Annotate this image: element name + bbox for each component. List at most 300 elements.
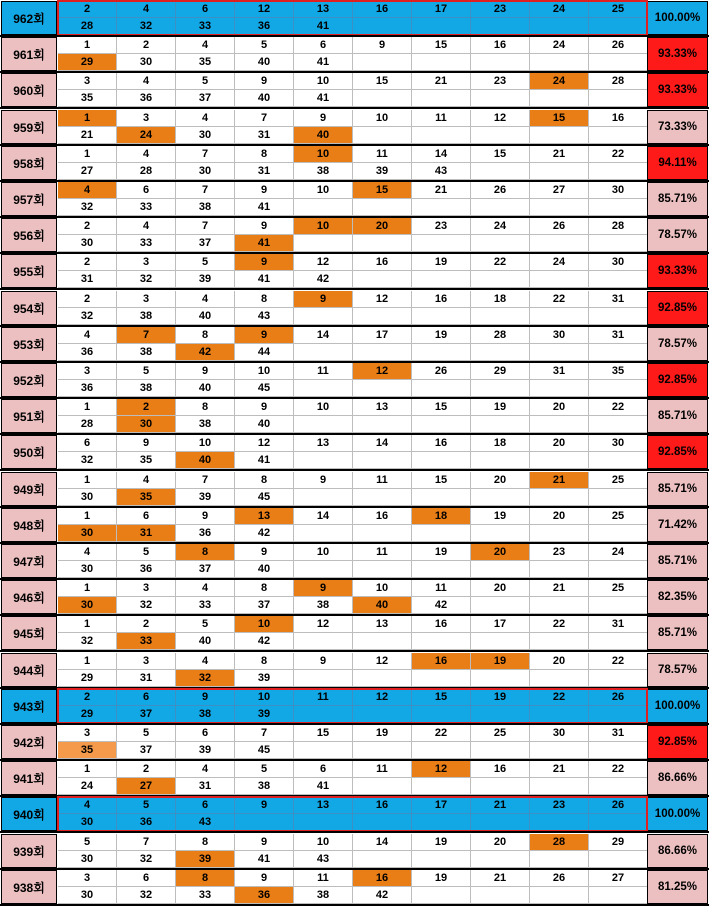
number-cell: 20 <box>530 508 589 525</box>
empty-cell <box>530 489 589 506</box>
empty-cell <box>294 199 353 216</box>
draw-number-label: 954회 <box>1 291 57 325</box>
number-cell: 3 <box>117 291 176 308</box>
draw-row <box>0 253 709 288</box>
number-cell: 20 <box>471 472 530 489</box>
number-cell: 41 <box>235 851 294 868</box>
empty-cell <box>412 308 471 325</box>
number-cell: 42 <box>412 597 471 614</box>
number-cell: 28 <box>117 163 176 180</box>
number-cell: 16 <box>353 1 412 18</box>
empty-cell <box>471 344 530 361</box>
number-cell: 3 <box>58 363 117 380</box>
empty-cell <box>530 778 589 795</box>
number-grid <box>58 870 647 904</box>
number-cell: 11 <box>353 472 412 489</box>
empty-cell <box>412 235 471 252</box>
number-cell: 10 <box>353 110 412 127</box>
draw-row <box>0 398 709 433</box>
number-cell: 32 <box>58 308 117 325</box>
empty-cell <box>294 706 353 723</box>
number-cell: 40 <box>235 90 294 107</box>
number-cell: 4 <box>176 37 235 54</box>
draw-number-label: 944회 <box>1 653 57 687</box>
number-cell: 2 <box>58 1 117 18</box>
empty-cell <box>353 127 412 144</box>
empty-cell <box>294 561 353 578</box>
number-cell: 41 <box>235 271 294 288</box>
number-cell: 41 <box>294 778 353 795</box>
number-cell: 29 <box>471 363 530 380</box>
number-cell: 19 <box>412 834 471 851</box>
number-cell: 38 <box>294 163 353 180</box>
number-cell: 39 <box>176 851 235 868</box>
number-cell: 6 <box>58 435 117 452</box>
number-cell: 24 <box>117 127 176 144</box>
number-cell: 8 <box>176 834 235 851</box>
number-cell: 9 <box>176 689 235 706</box>
empty-cell <box>471 742 530 759</box>
number-cell: 38 <box>294 887 353 904</box>
number-cell: 28 <box>589 218 648 235</box>
empty-cell <box>412 416 471 433</box>
number-cell: 7 <box>117 327 176 344</box>
number-cell: 32 <box>117 851 176 868</box>
empty-cell <box>294 670 353 687</box>
number-cell: 1 <box>58 761 117 778</box>
draw-row <box>0 724 709 759</box>
number-cell: 6 <box>117 182 176 199</box>
number-cell: 40 <box>294 127 353 144</box>
draw-row <box>0 615 709 650</box>
empty-cell <box>530 742 589 759</box>
number-cell: 39 <box>176 489 235 506</box>
number-cell: 4 <box>117 218 176 235</box>
number-cell: 16 <box>589 110 648 127</box>
empty-cell <box>412 127 471 144</box>
number-grid <box>58 254 647 288</box>
number-cell: 30 <box>530 327 589 344</box>
number-cell: 5 <box>117 544 176 561</box>
number-cell: 3 <box>58 725 117 742</box>
number-cell: 45 <box>235 742 294 759</box>
number-cell: 3 <box>58 73 117 90</box>
number-cell: 21 <box>471 870 530 887</box>
number-grid <box>58 508 647 542</box>
empty-cell <box>589 525 648 542</box>
number-cell: 1 <box>58 399 117 416</box>
number-grid <box>58 291 647 325</box>
number-cell: 4 <box>176 110 235 127</box>
empty-cell <box>471 308 530 325</box>
number-cell: 6 <box>117 689 176 706</box>
empty-cell <box>294 814 353 831</box>
number-cell: 25 <box>589 1 648 18</box>
number-cell: 22 <box>589 761 648 778</box>
empty-cell <box>530 851 589 868</box>
empty-cell <box>530 380 589 397</box>
number-cell: 28 <box>471 327 530 344</box>
empty-cell <box>353 308 412 325</box>
number-cell: 1 <box>58 616 117 633</box>
number-cell: 27 <box>58 163 117 180</box>
number-cell: 29 <box>58 706 117 723</box>
number-grid <box>58 218 647 252</box>
empty-cell <box>294 742 353 759</box>
empty-cell <box>471 127 530 144</box>
number-cell: 7 <box>176 218 235 235</box>
number-cell: 44 <box>235 344 294 361</box>
number-grid <box>58 761 647 795</box>
empty-cell <box>471 416 530 433</box>
empty-cell <box>294 235 353 252</box>
number-cell: 19 <box>471 689 530 706</box>
empty-cell <box>471 90 530 107</box>
number-cell: 8 <box>176 544 235 561</box>
draw-number-label: 956회 <box>1 218 57 252</box>
number-cell: 5 <box>117 363 176 380</box>
number-cell: 27 <box>589 870 648 887</box>
empty-cell <box>353 380 412 397</box>
number-cell: 12 <box>294 254 353 271</box>
empty-cell <box>412 742 471 759</box>
number-cell: 9 <box>235 182 294 199</box>
match-percentage: 78.57% <box>647 653 708 687</box>
number-cell: 31 <box>176 778 235 795</box>
number-cell: 10 <box>235 363 294 380</box>
number-cell: 12 <box>235 435 294 452</box>
match-percentage: 93.33% <box>647 37 708 71</box>
number-cell: 10 <box>176 435 235 452</box>
number-cell: 3 <box>117 580 176 597</box>
draw-row <box>0 833 709 868</box>
empty-cell <box>589 344 648 361</box>
empty-cell <box>353 90 412 107</box>
number-cell: 29 <box>58 54 117 71</box>
number-cell: 38 <box>235 778 294 795</box>
number-cell: 7 <box>117 834 176 851</box>
match-percentage: 78.57% <box>647 327 708 361</box>
number-cell: 21 <box>412 182 471 199</box>
draw-number-label: 958회 <box>1 146 57 180</box>
match-percentage: 85.71% <box>647 472 708 506</box>
number-cell: 32 <box>117 887 176 904</box>
number-cell: 17 <box>412 797 471 814</box>
number-grid <box>58 725 647 759</box>
match-percentage: 85.71% <box>647 544 708 578</box>
number-cell: 40 <box>176 380 235 397</box>
number-cell: 29 <box>589 834 648 851</box>
draw-number-label: 959회 <box>1 110 57 144</box>
number-cell: 8 <box>176 870 235 887</box>
number-cell: 14 <box>294 327 353 344</box>
number-cell: 10 <box>294 218 353 235</box>
number-cell: 2 <box>117 761 176 778</box>
number-cell: 43 <box>235 308 294 325</box>
empty-cell <box>589 380 648 397</box>
number-cell: 11 <box>412 580 471 597</box>
number-cell: 35 <box>58 742 117 759</box>
empty-cell <box>471 380 530 397</box>
number-cell: 1 <box>58 580 117 597</box>
number-cell: 36 <box>58 344 117 361</box>
number-cell: 32 <box>117 597 176 614</box>
number-cell: 21 <box>530 472 589 489</box>
empty-cell <box>412 887 471 904</box>
number-grid <box>58 73 647 107</box>
number-grid <box>58 110 647 144</box>
draw-row <box>0 109 709 144</box>
number-cell: 9 <box>235 399 294 416</box>
number-grid <box>58 182 647 216</box>
empty-cell <box>353 344 412 361</box>
draw-row <box>0 869 709 904</box>
number-cell: 22 <box>589 399 648 416</box>
number-cell: 15 <box>412 37 471 54</box>
number-cell: 26 <box>412 363 471 380</box>
draw-number-label: 950회 <box>1 435 57 469</box>
number-cell: 2 <box>58 291 117 308</box>
number-cell: 4 <box>117 1 176 18</box>
number-cell: 21 <box>412 73 471 90</box>
number-cell: 26 <box>530 218 589 235</box>
number-cell: 39 <box>176 271 235 288</box>
number-cell: 9 <box>235 870 294 887</box>
number-cell: 19 <box>412 544 471 561</box>
empty-cell <box>471 525 530 542</box>
number-cell: 32 <box>117 18 176 35</box>
number-cell: 8 <box>235 653 294 670</box>
number-cell: 31 <box>58 271 117 288</box>
number-cell: 19 <box>353 725 412 742</box>
draw-row <box>0 434 709 469</box>
number-cell: 33 <box>117 235 176 252</box>
number-cell: 26 <box>471 182 530 199</box>
number-cell: 12 <box>353 291 412 308</box>
number-cell: 25 <box>471 725 530 742</box>
number-cell: 36 <box>117 814 176 831</box>
empty-cell <box>471 597 530 614</box>
number-cell: 11 <box>294 870 353 887</box>
number-cell: 31 <box>589 616 648 633</box>
empty-cell <box>589 235 648 252</box>
number-cell: 16 <box>353 870 412 887</box>
number-cell: 19 <box>471 399 530 416</box>
number-cell: 1 <box>58 110 117 127</box>
number-cell: 30 <box>58 597 117 614</box>
empty-cell <box>530 90 589 107</box>
number-cell: 21 <box>530 146 589 163</box>
number-cell: 32 <box>58 452 117 469</box>
number-cell: 6 <box>176 725 235 742</box>
number-cell: 14 <box>294 508 353 525</box>
number-cell: 1 <box>58 472 117 489</box>
number-cell: 41 <box>235 235 294 252</box>
empty-cell <box>353 706 412 723</box>
empty-cell <box>353 489 412 506</box>
number-cell: 22 <box>412 725 471 742</box>
number-cell: 6 <box>117 508 176 525</box>
number-cell: 17 <box>471 616 530 633</box>
number-cell: 42 <box>353 887 412 904</box>
empty-cell <box>412 778 471 795</box>
empty-cell <box>412 525 471 542</box>
number-cell: 30 <box>176 127 235 144</box>
number-cell: 4 <box>117 73 176 90</box>
number-cell: 38 <box>176 416 235 433</box>
empty-cell <box>353 778 412 795</box>
match-percentage: 85.71% <box>647 616 708 650</box>
empty-cell <box>589 199 648 216</box>
empty-cell <box>530 452 589 469</box>
number-cell: 24 <box>471 218 530 235</box>
number-cell: 6 <box>176 797 235 814</box>
number-cell: 19 <box>412 870 471 887</box>
empty-cell <box>530 271 589 288</box>
number-cell: 35 <box>117 452 176 469</box>
empty-cell <box>589 489 648 506</box>
empty-cell <box>294 525 353 542</box>
empty-cell <box>589 18 648 35</box>
empty-cell <box>353 742 412 759</box>
number-cell: 9 <box>353 37 412 54</box>
number-cell: 41 <box>294 90 353 107</box>
match-percentage: 86.66% <box>647 761 708 795</box>
number-cell: 13 <box>294 797 353 814</box>
draw-row <box>0 72 709 107</box>
number-cell: 4 <box>176 580 235 597</box>
number-cell: 4 <box>176 291 235 308</box>
number-cell: 23 <box>471 1 530 18</box>
empty-cell <box>530 814 589 831</box>
number-cell: 33 <box>176 887 235 904</box>
draw-row <box>0 217 709 252</box>
number-cell: 27 <box>117 778 176 795</box>
draw-number-label: 955회 <box>1 254 57 288</box>
number-cell: 5 <box>176 254 235 271</box>
number-cell: 15 <box>412 399 471 416</box>
number-cell: 7 <box>176 182 235 199</box>
number-cell: 28 <box>58 416 117 433</box>
empty-cell <box>353 416 412 433</box>
empty-cell <box>530 706 589 723</box>
number-cell: 6 <box>176 1 235 18</box>
number-cell: 20 <box>530 399 589 416</box>
number-grid <box>58 399 647 433</box>
number-cell: 9 <box>294 110 353 127</box>
number-cell: 32 <box>58 633 117 650</box>
empty-cell <box>589 742 648 759</box>
number-cell: 13 <box>353 399 412 416</box>
empty-cell <box>471 199 530 216</box>
empty-cell <box>294 344 353 361</box>
number-cell: 43 <box>176 814 235 831</box>
number-cell: 41 <box>235 452 294 469</box>
number-cell: 2 <box>117 399 176 416</box>
number-cell: 42 <box>235 633 294 650</box>
number-grid <box>58 327 647 361</box>
number-cell: 17 <box>353 327 412 344</box>
empty-cell <box>412 452 471 469</box>
number-cell: 16 <box>353 508 412 525</box>
number-cell: 10 <box>294 182 353 199</box>
number-cell: 28 <box>589 73 648 90</box>
number-cell: 6 <box>117 870 176 887</box>
number-cell: 2 <box>58 218 117 235</box>
number-cell: 16 <box>412 653 471 670</box>
number-cell: 36 <box>117 90 176 107</box>
empty-cell <box>530 597 589 614</box>
number-cell: 8 <box>176 327 235 344</box>
number-cell: 27 <box>530 182 589 199</box>
empty-cell <box>412 489 471 506</box>
empty-cell <box>589 308 648 325</box>
empty-cell <box>294 452 353 469</box>
number-cell: 40 <box>176 452 235 469</box>
number-cell: 25 <box>589 508 648 525</box>
number-cell: 3 <box>58 870 117 887</box>
draw-number-label: 946회 <box>1 580 57 614</box>
number-cell: 3 <box>117 653 176 670</box>
draw-number-label: 962회 <box>1 1 57 35</box>
empty-cell <box>471 633 530 650</box>
number-cell: 41 <box>294 18 353 35</box>
empty-cell <box>530 344 589 361</box>
number-cell: 37 <box>176 90 235 107</box>
draw-number-label: 948회 <box>1 508 57 542</box>
empty-cell <box>412 90 471 107</box>
empty-cell <box>589 778 648 795</box>
number-cell: 20 <box>530 435 589 452</box>
empty-cell <box>471 54 530 71</box>
empty-cell <box>353 814 412 831</box>
draw-number-label: 957회 <box>1 182 57 216</box>
empty-cell <box>353 851 412 868</box>
number-grid <box>58 37 647 71</box>
number-cell: 5 <box>117 797 176 814</box>
empty-cell <box>530 235 589 252</box>
match-percentage: 73.33% <box>647 110 708 144</box>
draw-row <box>0 543 709 578</box>
empty-cell <box>412 814 471 831</box>
number-cell: 8 <box>235 580 294 597</box>
empty-cell <box>294 308 353 325</box>
empty-cell <box>471 163 530 180</box>
number-cell: 13 <box>294 1 353 18</box>
number-cell: 41 <box>294 54 353 71</box>
number-cell: 7 <box>235 725 294 742</box>
number-cell: 12 <box>353 363 412 380</box>
draw-row <box>0 145 709 180</box>
number-cell: 30 <box>176 163 235 180</box>
number-cell: 40 <box>176 308 235 325</box>
empty-cell <box>589 706 648 723</box>
number-cell: 12 <box>412 761 471 778</box>
match-percentage: 93.33% <box>647 254 708 288</box>
empty-cell <box>530 54 589 71</box>
empty-cell <box>412 633 471 650</box>
number-cell: 11 <box>353 544 412 561</box>
number-cell: 14 <box>353 834 412 851</box>
match-percentage: 94.11% <box>647 146 708 180</box>
number-cell: 45 <box>235 489 294 506</box>
empty-cell <box>589 670 648 687</box>
number-cell: 10 <box>235 689 294 706</box>
number-cell: 7 <box>176 472 235 489</box>
number-cell: 15 <box>412 472 471 489</box>
number-cell: 12 <box>353 653 412 670</box>
number-cell: 33 <box>117 199 176 216</box>
